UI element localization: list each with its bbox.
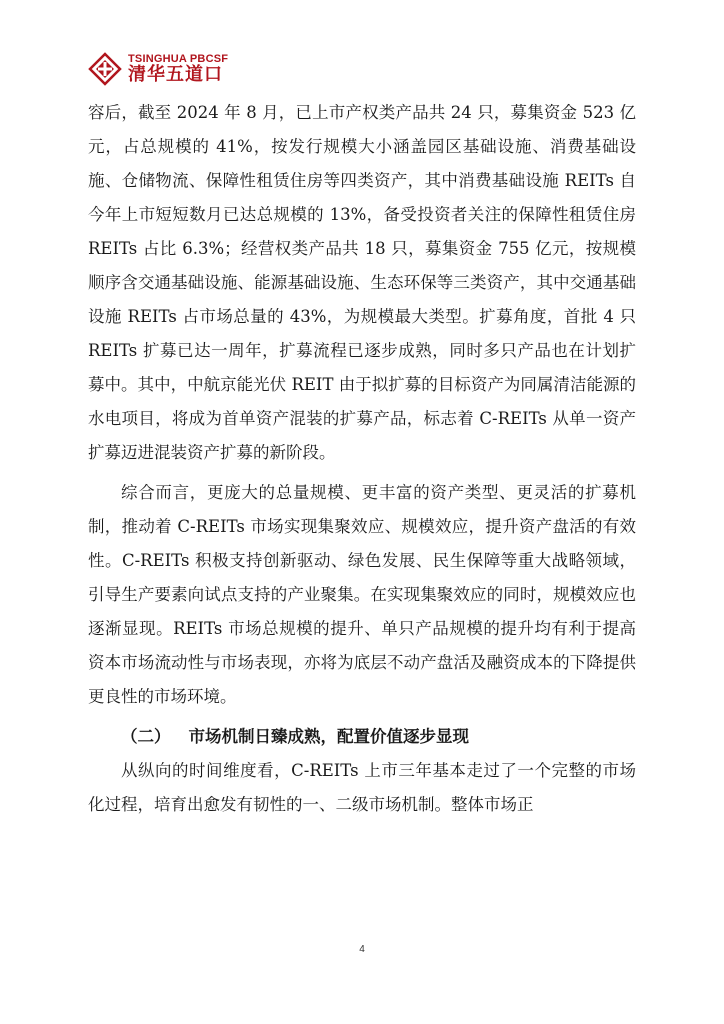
logo-english-text: TSINGHUA PBCSF	[128, 53, 229, 65]
document-body	[88, 96, 636, 822]
section-number: （二）	[121, 727, 171, 746]
logo-chinese-text: 清华五道口	[128, 64, 223, 85]
section-title: 市场机制日臻成熟，配置价值逐步显现	[188, 727, 469, 746]
header-logo	[88, 50, 228, 88]
tsinghua-pbcsf-logo-icon	[88, 52, 122, 86]
page-number: 4	[359, 944, 365, 955]
paragraph-1: 容后，截至 2024 年 8 月，已上市产权类产品共 24 只，募集资金 523 亿元，占总规模的 41%，按发行规模大小涵盖园区基础设施、消费基础设施、仓储物流、保障性租赁住房等四类资产，其中消费基础设施 REITs 自今年上市短短数月已达总规模的 13%，备受投资者关注的保障性租赁住房 REITs 占比 6.3%；经营权类产品共 18 只，募集资金 755 亿元，按规模顺序含交通基础设施、能源基础设施、生态环保等三类资产，其中交通基础设施 REITs 占市场总量的 43%，为规模最大类型。扩募角度，首批 4 只 REITs 扩募已达一周年，扩募流程已逐步成熟，同时多只产品也在计划扩募中。其中，中航京能光伏 REIT 由于拟扩募的目标资产为同属清洁能源的水电项目，将成为首单资产混装的扩募产品，标志着 C-REITs 从单一资产扩募迈进混装资产扩募的新阶段。	[88, 103, 636, 462]
section-heading	[88, 720, 636, 754]
paragraph-3: 从纵向的时间维度看，C-REITs 上市三年基本走过了一个完整的市场化过程，培育出愈发有韧性的一、二级市场机制。整体市场正	[88, 761, 636, 814]
paragraph-2: 综合而言，更庞大的总量规模、更丰富的资产类型、更灵活的扩募机制，推动着 C-REITs 市场实现集聚效应、规模效应，提升资产盘活的有效性。C-REITs 积极支持创新驱动、绿色发展、民生保障等重大战略领域，引导生产要素向试点支持的产业聚集。在实现集聚效应的同时，规模效应也逐渐显现。REITs 市场总规模的提升、单只产品规模的提升均有利于提高资本市场流动性与市场表现，亦将为底层不动产盘活及融资成本的下降提供更良性的市场环境。	[88, 483, 636, 706]
